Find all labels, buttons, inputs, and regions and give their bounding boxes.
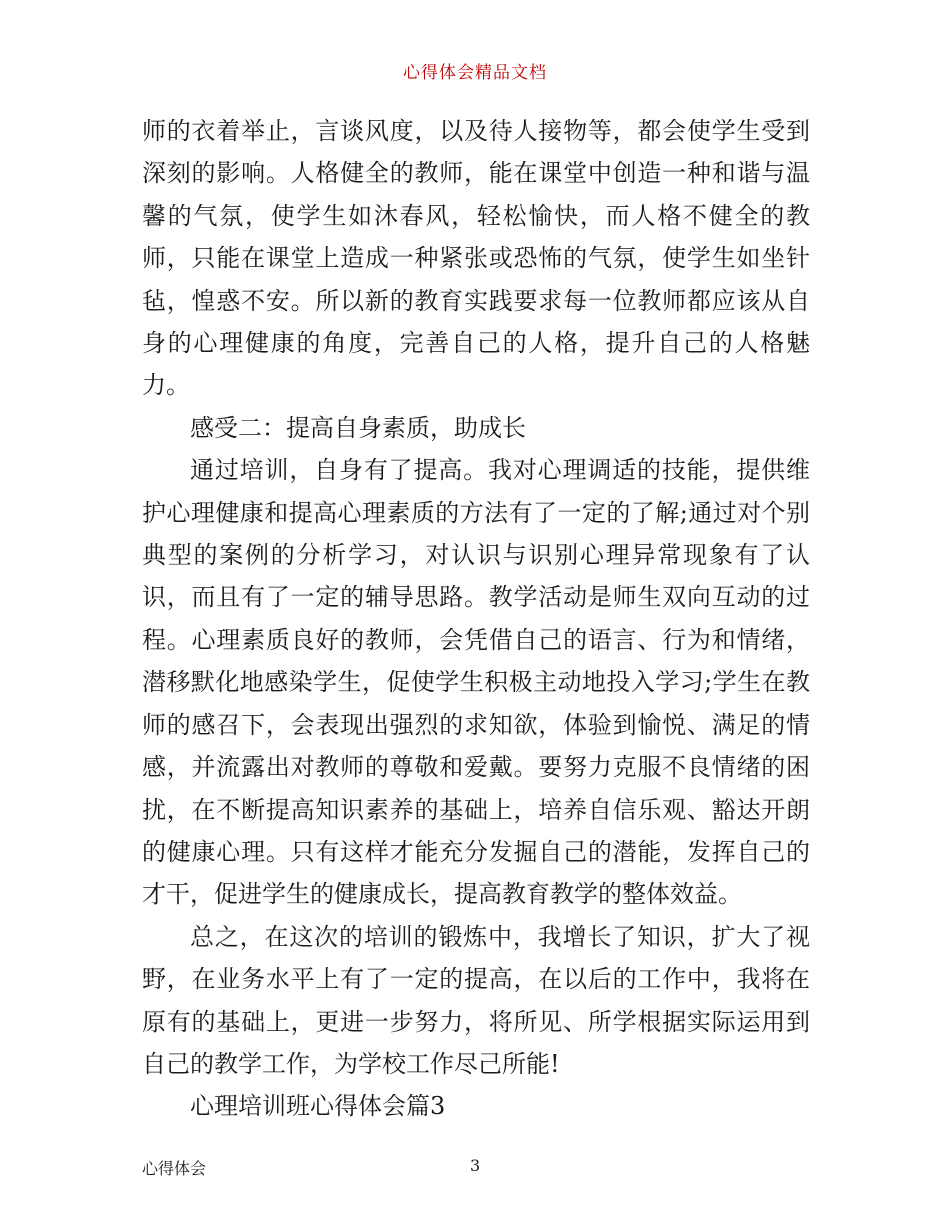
footer-label: 心得体会 (142, 1159, 207, 1178)
paragraph-continuation: 师的衣着举止，言谈风度，以及待人接物等，都会使学生受到深刻的影响。人格健全的教师，能在课堂中创造一种和谐与温馨的气氛，使学生如沐春风，轻松愉快，而人格不健全的教师，只能在课堂上造成一种紧张或恐怖的气氛，使学生如坐针毡，惶惑不安。所以新的教育实践要求每一位教师都应该从自身的心理健康的角度，完善自己的人格，提升自己的人格魅力。 (142, 117, 810, 400)
page-number: 3 (470, 1156, 481, 1175)
article-title: 心理培训班心得体会篇3 (190, 1092, 446, 1121)
paragraph: 总之，在这次的培训的锻炼中，我增长了知识，扩大了视野，在业务水平上有了一定的提高，在以后的工作中，我将在原有的基础上，更进一步努力，将所见、所学根据实际运用到自己的教学工作，为学校工作尽己所能! (142, 922, 810, 1078)
page-header-title: 心得体会精品文档 (403, 63, 547, 83)
paragraph: 通过培训，自身有了提高。我对心理调适的技能，提供维护心理健康和提高心理素质的方法有了一定的了解;通过对个别典型的案例的分析学习，对认识与识别心理异常现象有了认识，而且有了一定的辅导思路。教学活动是师生双向互动的过程。心理素质良好的教师，会凭借自己的语言、行为和情绪，潜移默化地感染学生，促使学生积极主动地投入学习;学生在教师的感召下，会表现出强烈的求知欲，体验到愉悦、满足的情感，并流露出对教师的尊敬和爱戴。要努力克服不良情绪的困扰，在不断提高知识素养的基础上，培养自信乐观、豁达开朗的健康心理。只有这样才能充分发掘自己的潜能，发挥自己的才干，促进学生的健康成长，提高教育教学的整体效益。 (142, 456, 810, 909)
section-heading: 感受二：提高自身素质，助成长 (190, 413, 526, 442)
document-body (142, 110, 810, 1128)
